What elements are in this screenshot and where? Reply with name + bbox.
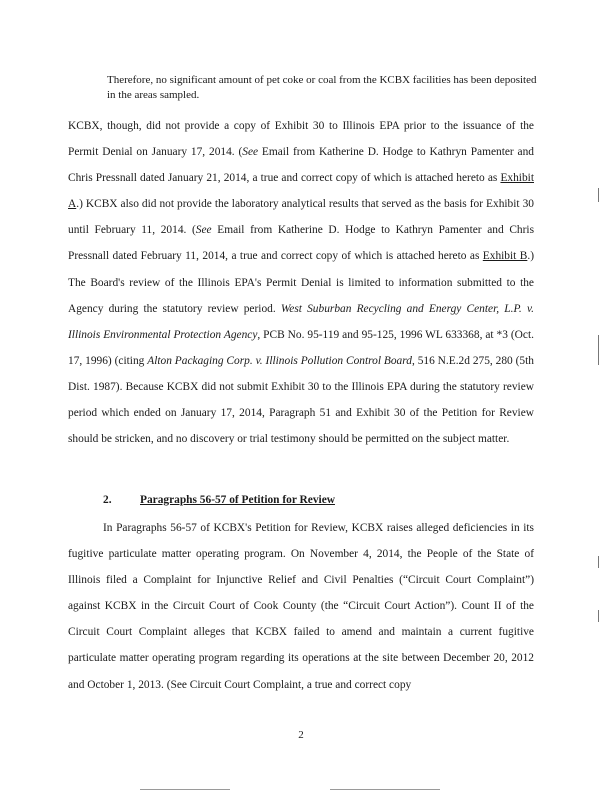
case-alton-packaging: Alton Packaging Corp. v. Illinois Pollution Control Board xyxy=(147,354,412,367)
margin-mark-4 xyxy=(598,610,599,622)
margin-mark-2 xyxy=(598,335,599,365)
margin-mark-3 xyxy=(598,556,599,568)
para1-text-6: , PCB No. 95-119 and 95-125, 1996 WL 633368, at *3 (Oct. 17, 1996) (citing xyxy=(68,328,534,367)
footer-rule-left xyxy=(140,789,230,790)
section-title: Paragraphs 56-57 of Petition for Review xyxy=(140,494,335,506)
margin-mark-1 xyxy=(598,188,599,202)
signal-see-2: See xyxy=(195,224,212,237)
section-heading xyxy=(103,494,335,506)
para1-text-7: , 516 N.E.2d 275, 280 (5th Dist. 1987). Because KCBX did not submit Exhibit 30 to the Illinois EPA during the statutory review period which ended on January 17, 2014, Paragraph 51 and Exhibit 30 of the Petition for Review should be stricken, and no discovery or trial testimony should be permitted on the subject matter. xyxy=(68,354,534,446)
paragraph-exhibit-30 xyxy=(68,113,534,452)
case-west-suburban: West Suburban Recycling and Energy Center, L.P. v. Illinois Environmental Protection Agency xyxy=(68,302,535,341)
exhibit-a-ref: Exhibit A xyxy=(68,172,534,211)
para1-text-3: .) KCBX also did not provide the laboratory analytical results that served as the basis for Exhibit 30 until February 11, 2014. ( xyxy=(68,198,534,237)
para1-text-4: Email from Katherine D. Hodge to Kathryn Pamenter and Chris Pressnall dated February 11, 2014, a true and correct copy of which is attached hereto as xyxy=(68,224,534,263)
section-number: 2. xyxy=(103,494,112,506)
page-number: 2 xyxy=(298,729,304,741)
exhibit-b-ref: Exhibit B xyxy=(482,250,528,263)
block-quote: Therefore, no significant amount of pet coke or coal from the KCBX facilities has been deposited in the areas sampled. xyxy=(107,74,537,101)
para1-text-5: .) The Board's review of the Illinois EPA's Permit Denial is limited to information submitted to the Agency during the statutory review period. xyxy=(68,250,535,315)
paragraph-fugitive-matter: In Paragraphs 56-57 of KCBX's Petition for Review, KCBX raises alleged deficiencies in its fugitive particulate matter operating program. On November 4, 2014, the People of the State of Illinois filed a Complaint for Injunctive Relief and Civil Penalties (“Circuit Court Complaint”) against KCBX in the Circuit Court of Cook County (the “Circuit Court Action”). Count II of the Circuit Court Complaint alleges that KCBX failed to amend and maintain a current fugitive particulate matter operating program regarding its operations at the site between December 20, 2012 and October 1, 2013. (See Circuit Court Complaint, a true and correct copy xyxy=(68,522,534,691)
signal-see-1: See xyxy=(242,146,259,159)
para1-text-2: Email from Katherine D. Hodge to Kathryn Pamenter and Chris Pressnall dated January 21, 2014, a true and correct copy of which is attached hereto as xyxy=(68,146,534,185)
para1-text-1: KCBX, though, did not provide a copy of Exhibit 30 to Illinois EPA prior to the issuance of the Permit Denial on January 17, 2014. ( xyxy=(68,120,534,159)
footer-rule-right xyxy=(330,789,440,790)
